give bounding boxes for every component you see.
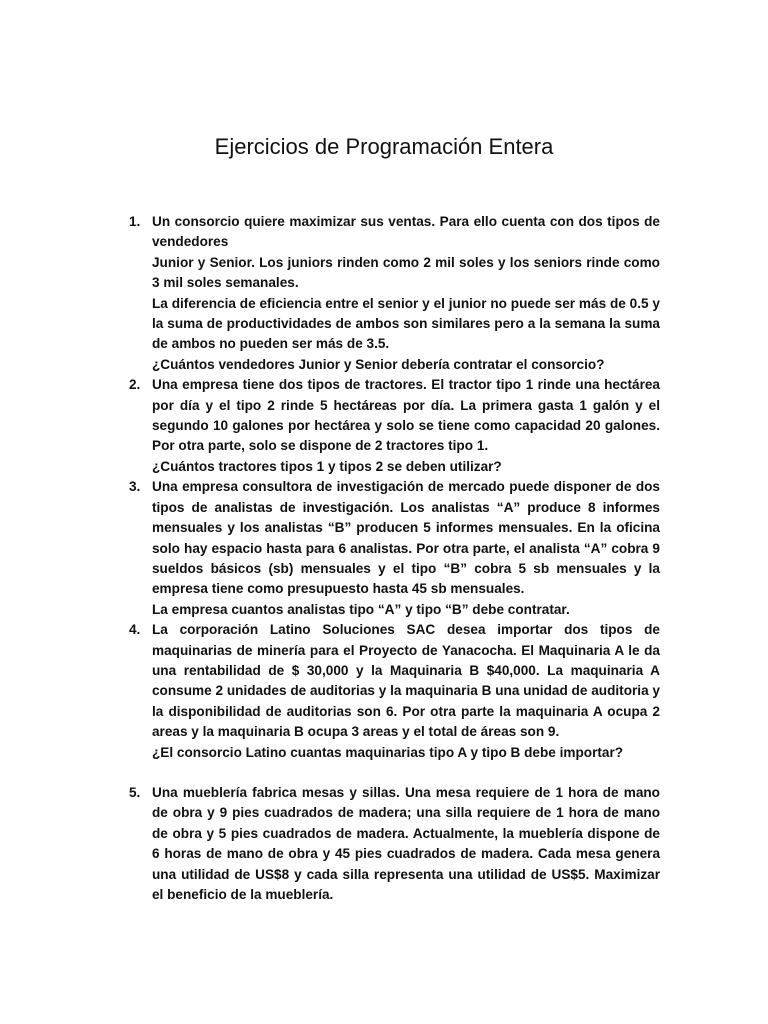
exercise-paragraph: Una empresa consultora de investigación de mercado puede disponer de dos tipos de analistas de investigación. Los analistas “A” produce 8 informes mensuales y los analistas “B” producen 5 informes mensuales. En la oficina solo hay espacio hasta para 6 analistas. Por otra parte, el analista “A” cobra 9 sueldos básicos (sb) mensuales y el tipo “B” cobra 5 sb mensuales y la empresa tiene como presupuesto hasta 45 sb mensuales. (152, 479, 660, 597)
exercise-question: ¿Cuántos tractores tipos 1 y tipos 2 se deben utilizar? (152, 458, 502, 474)
exercise-question: ¿El consorcio Latino cuantas maquinarias tipo A y tipo B debe importar? (152, 744, 624, 760)
exercise-paragraph: La diferencia de eficiencia entre el senior y el junior no puede ser más de 0.5 y la suma de productividades de ambos son similares pero a la semana la suma de ambos no pueden ser más de 3.5. (152, 295, 660, 352)
exercise-paragraph: Una empresa tiene dos tipos de tractores. El tractor tipo 1 rinde una hectárea por día y el tipo 2 rinde 5 hectáreas por día. La primera gasta 1 galón y el segundo 10 galones por hectárea y solo se tiene como capacidad 20 galones. Por otra parte, solo se dispone de 2 tractores tipo 1. (152, 377, 660, 454)
page-title: Ejercicios de Programación Entera (214, 134, 554, 159)
exercise-question: La empresa cuantos analistas tipo “A” y tipo “B” debe contratar. (152, 601, 570, 617)
exercise-2 (129, 375, 660, 477)
exercise-4 (129, 620, 660, 763)
exercise-paragraph: Junior y Senior. Los juniors rinden como 2 mil soles y los seniors rinde como 3 mil soles semanales. (152, 254, 660, 291)
exercise-number: 2. (129, 377, 141, 393)
exercise-paragraph: Un consorcio quiere maximizar sus ventas. Para ello cuenta con dos tipos de vendedores (152, 214, 660, 250)
exercise-3 (129, 477, 660, 620)
exercise-number: 5. (129, 784, 141, 800)
exercise-question: ¿Cuántos vendedores Junior y Senior debería contratar el consorcio? (152, 356, 605, 372)
exercise-paragraph: La corporación Latino Soluciones SAC desea importar dos tipos de maquinarias de minería para el Proyecto de Yanacocha. El Maquinaria A le da una rentabilidad de $ 30,000 y la Maquinaria B $40,000. La maquinaria A consume 2 unidades de auditorias y la maquinaria B una unidad de auditoria y la disponibilidad de auditorias son 6. Por otra parte la maquinaria A ocupa 2 areas y la maquinaria B ocupa 3 areas y el total de áreas son 9. (152, 622, 660, 740)
exercise-number: 3. (129, 479, 141, 495)
exercise-5 (129, 783, 660, 905)
exercise-list (129, 212, 660, 905)
exercise-paragraph: Una mueblería fabrica mesas y sillas. Una mesa requiere de 1 hora de mano de obra y 9 pies cuadrados de madera; una silla requiere de 1 hora de mano de obra y 5 pies cuadrados de madera. Actualmente, la mueblería dispone de 6 horas de mano de obra y 45 pies cuadrados de madera. Cada mesa genera una utilidad de US$8 y cada silla representa una utilidad de US$5. Maximizar el beneficio de la mueblería. (152, 784, 660, 902)
exercise-number: 4. (129, 622, 141, 638)
exercise-1 (129, 212, 660, 375)
exercise-number: 1. (129, 214, 141, 229)
